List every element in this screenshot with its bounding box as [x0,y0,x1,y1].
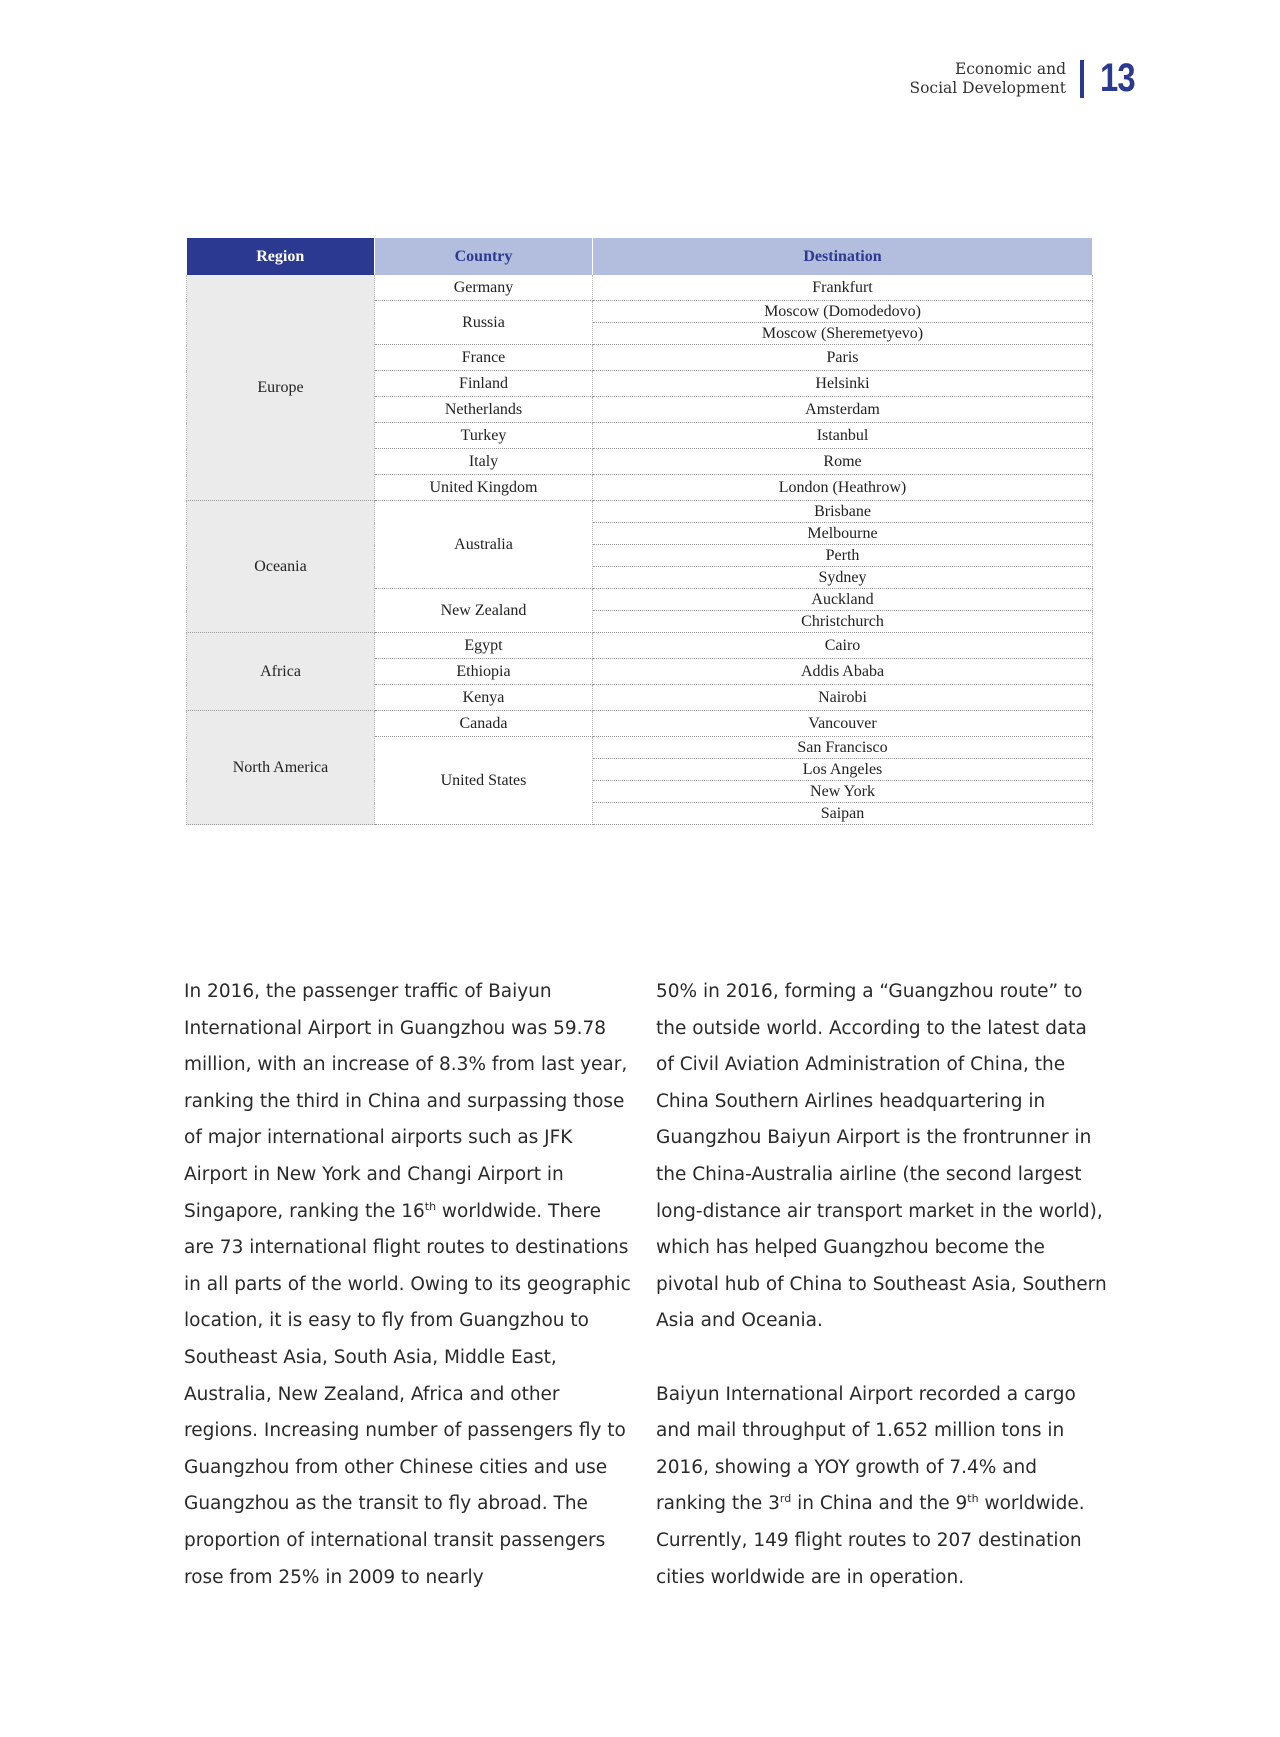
country-cell: Australia [375,501,593,589]
destination-cell: Los Angeles [593,759,1093,781]
body-paragraph [656,1377,1108,1597]
destination-cell: Addis Ababa [593,659,1093,685]
country-cell: Kenya [375,685,593,711]
page-header [909,56,1144,101]
section-title [909,60,1066,98]
destination-cell: New York [593,781,1093,803]
table-row [187,633,1093,659]
destination-cell: Paris [593,345,1093,371]
destination-cell: Cairo [593,633,1093,659]
country-cell: New Zealand [375,589,593,633]
country-cell: Netherlands [375,397,593,423]
destination-cell: Perth [593,545,1093,567]
header-region: Region [187,238,375,275]
country-cell: Germany [375,275,593,301]
destination-cell: Auckland [593,589,1093,611]
table-header-row [187,238,1093,275]
destination-cell: Brisbane [593,501,1093,523]
destination-cell: Saipan [593,803,1093,825]
region-cell: Oceania [187,501,375,633]
body-paragraph [184,974,632,1596]
country-cell: France [375,345,593,371]
region-cell: North America [187,711,375,825]
destination-cell: Sydney [593,567,1093,589]
destination-cell: Frankfurt [593,275,1093,301]
region-cell: Africa [187,633,375,711]
body-column-right [656,974,1108,1596]
country-cell: United Kingdom [375,475,593,501]
destination-cell: Moscow (Domodedovo) [593,301,1093,323]
page-number: 13 [1100,56,1135,100]
table-row [187,711,1093,737]
text-run: in China and the 9 [791,1493,968,1515]
text-run: Baiyun International Airport recorded a cargo and mail throughput of 1.652 million tons in 2016, showing a YOY growth of 7.4% and ranking the 3 [656,1383,1076,1515]
destination-cell: Moscow (Sheremetyevo) [593,323,1093,345]
table-body [187,275,1093,825]
destination-cell: Istanbul [593,423,1093,449]
header-divider [1080,60,1084,98]
destination-cell: Nairobi [593,685,1093,711]
text-run: 50% in 2016, forming a “Guangzhou route” to the outside world. According to the latest data of Civil Aviation Administration of China, the China Southern Airlines headquartering in Guangzhou Baiyun Airport is the frontrunner in the China-Australia airline (the second largest long-distance air transport market in the world), which has helped Guangzhou become the pivotal hub of China to Southeast Asia, Southern Asia and Oceania. [656,981,1107,1332]
destinations-table [186,238,1093,825]
destination-cell: Rome [593,449,1093,475]
destination-cell: Vancouver [593,711,1093,737]
body-paragraph [656,974,1108,1340]
ordinal-superscript: th [967,1492,979,1506]
country-cell: Finland [375,371,593,397]
table-row [187,275,1093,301]
destination-cell: Amsterdam [593,397,1093,423]
destination-cell: San Francisco [593,737,1093,759]
ordinal-superscript: th [424,1199,437,1213]
destination-cell: Melbourne [593,523,1093,545]
section-title-line-2: Social Development [909,78,1066,97]
text-run: In 2016, the passenger traffic of Baiyun International Airport in Guangzhou was 59.78 million, with an increase of 8.3% from last year, ranking the third in China and surpassing those of major international airports such as JFK Airport in New York and Changi Airport in Singapore, ranking the 16 [184,981,628,1222]
region-cell: Europe [187,275,375,501]
country-cell: Italy [375,449,593,475]
text-run: worldwide. Currently, 149 flight routes to 207 destination cities worldwide are in operation. [656,1493,1085,1588]
table-row [187,501,1093,523]
header-destination: Destination [593,238,1093,275]
ordinal-superscript: rd [779,1492,792,1506]
country-cell: United States [375,737,593,825]
body-column-left [184,974,632,1596]
country-cell: Russia [375,301,593,345]
header-country: Country [375,238,593,275]
country-cell: Ethiopia [375,659,593,685]
section-title-line-1: Economic and [954,59,1066,78]
country-cell: Canada [375,711,593,737]
country-cell: Egypt [375,633,593,659]
text-run: worldwide. There are 73 international flight routes to destinations in all parts of the world. Owing to its geographic location, it is easy to fly from Guangzhou to Southeast Asia, South Asia, Middle East, Australia, New Zealand, Africa and other regions. Increasing number of passengers fly to Guangzhou from other Chinese cities and use Guangzhou as the transit to fly abroad. The proportion of international transit passengers rose from 25% in 2009 to nearly [184,1200,631,1588]
country-cell: Turkey [375,423,593,449]
destination-cell: Helsinki [593,371,1093,397]
destination-cell: Christchurch [593,611,1093,633]
destination-cell: London (Heathrow) [593,475,1093,501]
